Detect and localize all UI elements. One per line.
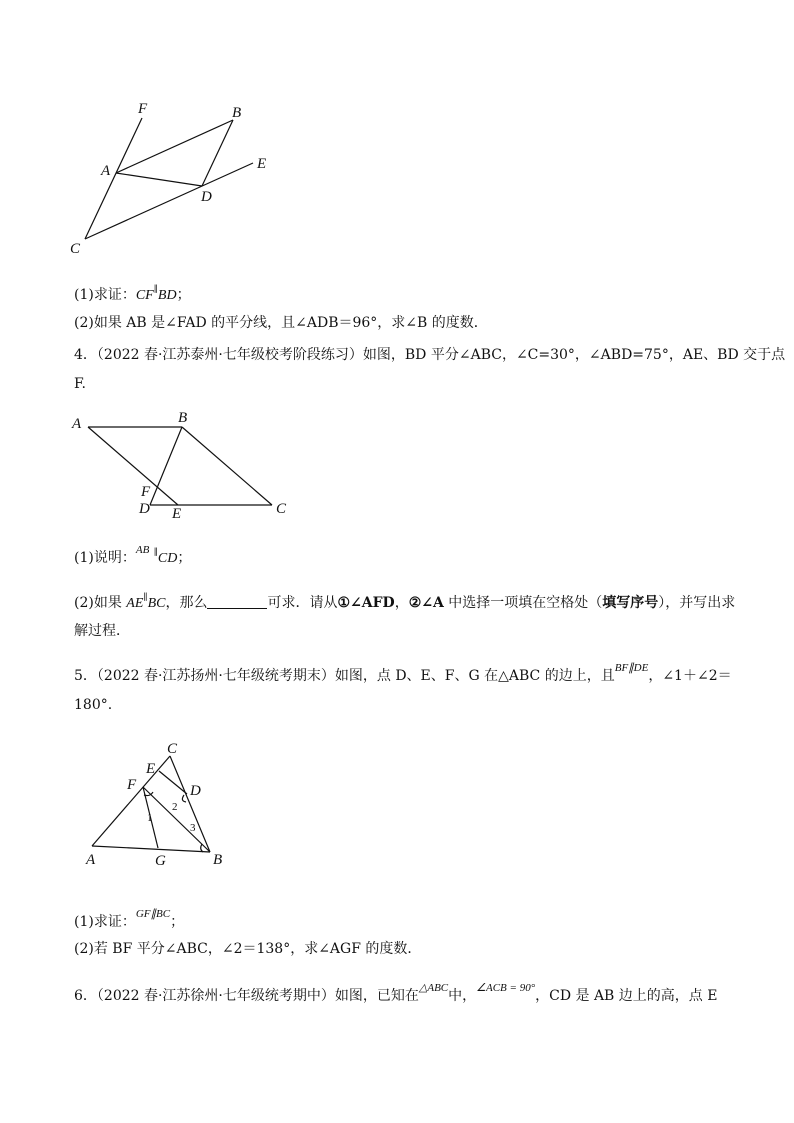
label-d: D <box>201 189 212 205</box>
figure-q5 <box>80 740 240 870</box>
figure-q3 <box>60 95 290 265</box>
q4-part1: (1)说明：$^{AB}$ ∥CD； <box>74 544 192 566</box>
line-bc <box>182 427 272 505</box>
q4-part2-end: 解过程． <box>74 623 130 639</box>
label-c: C <box>167 741 178 757</box>
line-bd <box>202 120 233 186</box>
label-1: 1 <box>147 812 153 824</box>
line-ad <box>116 173 202 186</box>
line-ab <box>92 846 210 852</box>
label-g: G <box>155 853 166 869</box>
figure-q4 <box>68 408 298 523</box>
label-f: F <box>141 484 151 500</box>
q6-stem: 6．（2022 春·江苏徐州·七年级统考期中）如图，已知在$^{\triangle ABC}$中，$^{\angle ACB = 90^\circ}$，CD 是 AB 边上的高，点 E <box>74 982 718 1004</box>
line-ab <box>116 120 233 173</box>
label-a: A <box>72 416 82 432</box>
label-c: C <box>276 501 287 517</box>
line-ac <box>92 756 170 846</box>
line-bd <box>150 427 182 505</box>
label-a: A <box>101 163 111 179</box>
label-e: E <box>146 761 156 777</box>
label-f: F <box>138 101 148 117</box>
label-c: C <box>70 241 81 257</box>
q3-part1: (1)求证：CF∥BD； <box>74 285 191 303</box>
label-b: B <box>232 105 242 121</box>
line-ray-cf <box>85 118 142 239</box>
answer-blank[interactable] <box>207 594 267 609</box>
q5-part1: (1)求证：$^{GF\parallel BC}$； <box>74 908 185 930</box>
label-d: D <box>139 501 150 517</box>
line-ce <box>85 163 253 239</box>
label-d: D <box>190 783 201 799</box>
label-3: 3 <box>190 822 196 834</box>
label-e: E <box>257 156 267 172</box>
label-a: A <box>86 852 96 868</box>
line-ae <box>88 427 178 505</box>
q4-stem-end: F. <box>74 376 86 392</box>
angle-arc-2 <box>182 795 186 802</box>
q5-stem-end: 180°. <box>74 697 113 713</box>
q3-part2: (2)如果 AB 是∠FAD 的平分线，且∠ADB＝96°，求∠B 的度数． <box>74 315 488 331</box>
label-2: 2 <box>172 801 178 813</box>
label-b: B <box>213 852 223 868</box>
line-ed <box>159 771 187 794</box>
q4-part2: (2)如果 AE∥BC，那么 可求．请从①∠AFD，②∠A 中选择一项填在空格处（填写序号），并写出求 <box>74 593 736 611</box>
label-e: E <box>172 506 182 522</box>
label-b: B <box>178 410 188 426</box>
q4-stem: 4．（2022 春·江苏泰州·七年级校考阶段练习）如图，BD 平分∠ABC，∠C=30°，∠ABD=75°，AE、BD 交于点 <box>74 347 786 363</box>
q5-part2: (2)若 BF 平分∠ABC，∠2＝138°，求∠AGF 的度数． <box>74 941 422 957</box>
q5-stem: 5．（2022 春·江苏扬州·七年级统考期末）如图，点 D、E、F、G 在△ABC 的边上，且$^{BF\parallel DE}$，∠1＋∠2＝ <box>74 662 732 684</box>
label-f: F <box>127 777 137 793</box>
